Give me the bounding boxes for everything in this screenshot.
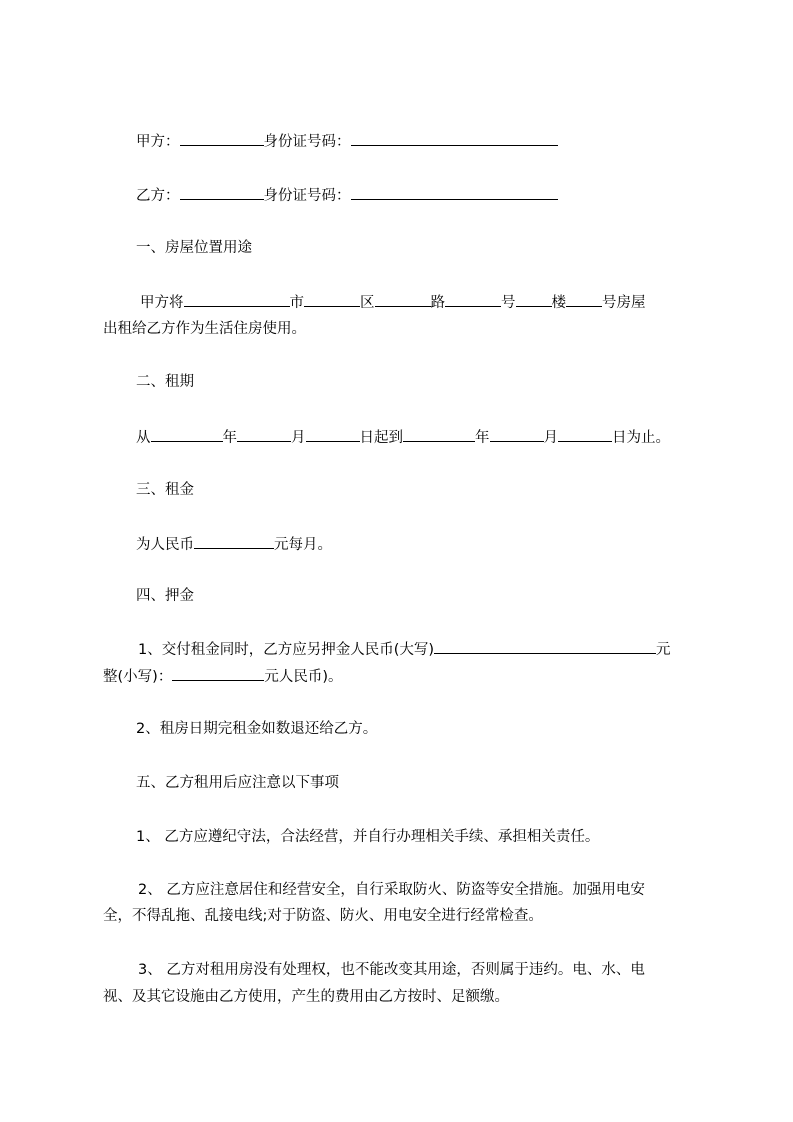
end-year-blank[interactable] [403,427,475,442]
deposit-line-1 [138,639,671,660]
end-day-blank[interactable] [558,427,612,442]
term-text-end-month: 月 [543,430,558,446]
start-month-blank[interactable] [237,427,291,442]
party-b-id-blank[interactable] [351,185,558,200]
party-a-name-blank[interactable] [180,131,264,146]
section3-heading: 三、租金 [136,482,194,498]
section1-heading: 一、房屋位置用途 [136,240,252,256]
party-b-line [136,185,558,206]
number-blank[interactable] [445,292,501,307]
location-line-2: 出租给乙方作为生活住房使用。 [103,321,306,337]
rent-line [136,534,332,555]
district-blank[interactable] [304,292,360,307]
start-year-blank[interactable] [151,427,223,442]
party-b-id-label: 身份证号码： [263,188,351,204]
deposit-text-lowercase: 整(小写)： [103,669,173,685]
notice-item-2-line-2: 全，不得乱拖、乱接电线;对于防盗、防火、用电安全进行经常检查。 [103,908,543,924]
term-text-end-year: 年 [475,430,490,446]
notice-item-3-line-2: 视、及其它设施由乙方使用，产生的费用由乙方按时、足额缴。 [103,989,509,1005]
start-day-blank[interactable] [306,427,360,442]
section2-heading: 二、租期 [136,374,194,390]
deposit-text-1: 1、交付租金同时，乙方应另押金人民币(大写) [138,642,435,658]
location-text-building: 楼 [551,295,566,311]
party-a-label: 甲方： [136,134,180,150]
notice-item-1: 1、 乙方应遵纪守法，合法经营，并自行办理相关手续、承担相关责任。 [136,829,600,845]
notice-item-3-line-1: 3、 乙方对租用房没有处理权，也不能改变其用途，否则属于违约。电、水、电 [138,962,645,978]
deposit-refund: 2、租房日期完租金如数退还给乙方。 [136,721,378,737]
deposit-text-yuan: 元 [656,642,671,658]
road-blank[interactable] [375,292,431,307]
party-b-label: 乙方： [136,188,180,204]
notice-item-2-line-1: 2、 乙方应注意居住和经营安全，自行采取防火、防盗等安全措施。加强用电安 [138,882,645,898]
party-a-line [136,131,558,152]
term-text-month: 月 [291,430,306,446]
term-text-from: 从 [136,430,151,446]
rent-text-2: 元每月。 [274,537,332,553]
section4-heading: 四、押金 [136,588,194,604]
deposit-uppercase-blank[interactable] [434,639,656,654]
deposit-text-end: 元人民币)。 [264,669,343,685]
end-month-blank[interactable] [490,427,544,442]
party-a-id-blank[interactable] [351,131,558,146]
city-blank[interactable] [184,292,290,307]
location-text-number: 号 [501,295,516,311]
party-a-id-label: 身份证号码： [263,134,351,150]
building-blank[interactable] [516,292,552,307]
location-line [140,292,646,313]
location-text-1: 甲方将 [140,295,184,311]
term-text-to: 日起到 [359,430,403,446]
term-text-end: 日为止。 [612,430,670,446]
section5-heading: 五、乙方租用后应注意以下事项 [136,775,339,791]
location-text-road: 路 [430,295,445,311]
deposit-line-2 [103,666,343,687]
location-text-room: 号房屋 [602,295,646,311]
deposit-lowercase-blank[interactable] [172,666,264,681]
rent-amount-blank[interactable] [194,534,274,549]
location-text-city: 市 [289,295,304,311]
rent-text-1: 为人民币 [136,537,194,553]
location-text-district: 区 [360,295,375,311]
term-line [136,427,670,448]
term-text-year: 年 [222,430,237,446]
party-b-name-blank[interactable] [180,185,264,200]
room-blank[interactable] [566,292,602,307]
